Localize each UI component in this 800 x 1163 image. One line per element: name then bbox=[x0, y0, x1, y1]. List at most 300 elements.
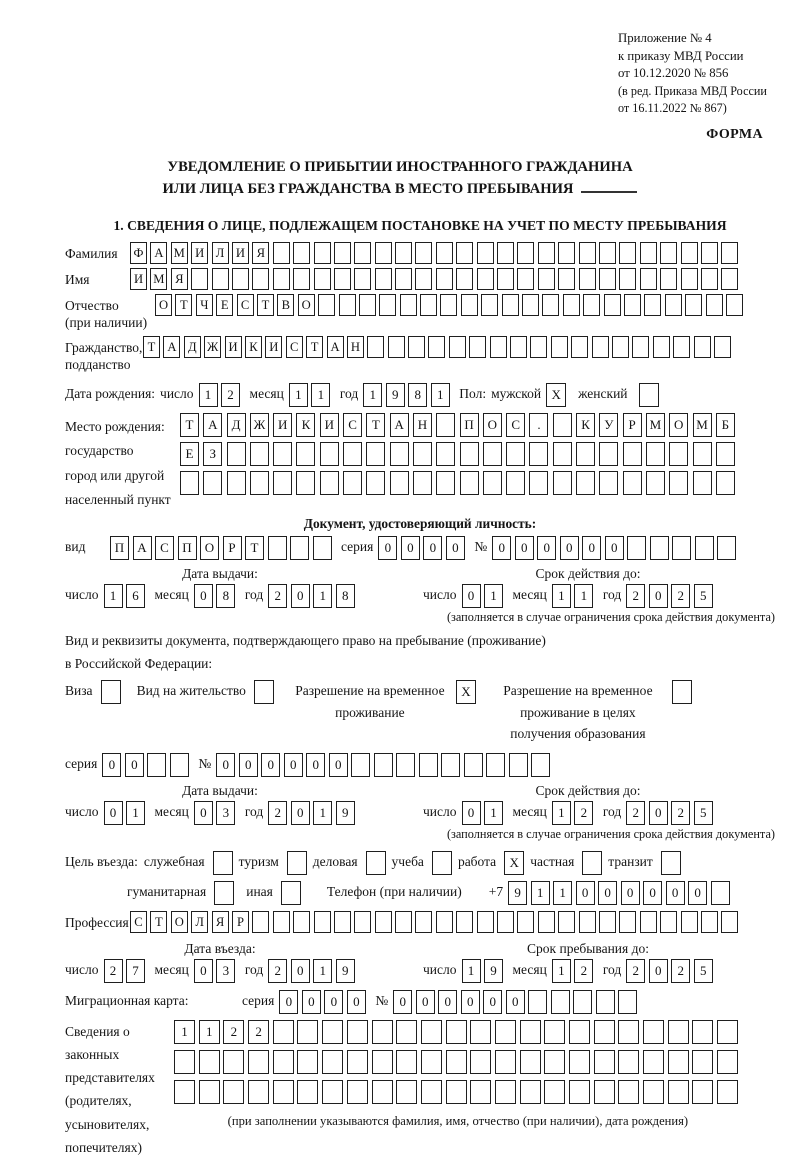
month-label: месяц bbox=[154, 587, 189, 603]
char-cell: С bbox=[286, 336, 303, 358]
doc-issue-day-grid[interactable] bbox=[104, 584, 149, 608]
representatives-label-line: Сведения о bbox=[65, 1023, 130, 1039]
char-cell: 6 bbox=[126, 584, 145, 608]
birthplace-row bbox=[65, 413, 775, 512]
char-cell bbox=[477, 911, 494, 933]
char-cell bbox=[510, 336, 527, 358]
char-cell bbox=[573, 990, 592, 1014]
char-cell: 5 bbox=[694, 801, 713, 825]
char-cell bbox=[421, 1050, 442, 1074]
birthplace-grid-row2[interactable] bbox=[180, 442, 739, 466]
char-cell bbox=[618, 1020, 639, 1044]
doc-issue-date bbox=[65, 584, 423, 608]
char-cell bbox=[469, 336, 486, 358]
order-reference-block bbox=[618, 30, 800, 117]
char-cell: 0 bbox=[347, 990, 366, 1014]
birthdate-day-grid[interactable] bbox=[199, 383, 244, 407]
char-cell: Т bbox=[175, 294, 192, 316]
purpose-private-checkbox[interactable] bbox=[582, 851, 602, 875]
residence-issue-month-grid[interactable] bbox=[194, 801, 239, 825]
option-temp-residence-education-label: Разрешение на временное проживание в целях получения образования bbox=[503, 682, 653, 742]
birthplace-grids bbox=[180, 413, 739, 495]
char-cell bbox=[495, 1020, 516, 1044]
char-cell: Д bbox=[227, 413, 246, 437]
doc-type-grid[interactable] bbox=[110, 536, 335, 560]
char-cell: 2 bbox=[671, 584, 690, 608]
phone-grid[interactable] bbox=[508, 881, 733, 905]
purpose-official-label: служебная bbox=[143, 853, 205, 869]
char-cell bbox=[668, 1050, 689, 1074]
char-cell bbox=[695, 536, 714, 560]
birthplace-labels bbox=[65, 415, 180, 512]
birthplace-grid-row3[interactable] bbox=[180, 471, 739, 495]
entry-year-grid[interactable] bbox=[268, 959, 358, 983]
form-title bbox=[25, 157, 775, 201]
char-cell: 1 bbox=[484, 584, 503, 608]
char-cell bbox=[400, 294, 417, 316]
char-cell: 1 bbox=[104, 584, 123, 608]
doc-series-grid[interactable] bbox=[378, 536, 468, 560]
char-cell: 2 bbox=[268, 801, 287, 825]
year-label: год bbox=[244, 587, 264, 603]
char-cell bbox=[669, 442, 688, 466]
month-label: месяц bbox=[154, 961, 189, 977]
char-cell bbox=[372, 1050, 393, 1074]
representatives-grid-row3[interactable] bbox=[174, 1080, 742, 1104]
char-cell bbox=[297, 1020, 318, 1044]
char-cell bbox=[553, 442, 572, 466]
char-cell bbox=[296, 471, 315, 495]
char-cell bbox=[726, 294, 743, 316]
char-cell: 2 bbox=[626, 959, 645, 983]
char-cell: 0 bbox=[216, 753, 235, 777]
char-cell: 0 bbox=[239, 753, 258, 777]
char-cell bbox=[343, 442, 362, 466]
purpose-official-checkbox[interactable] bbox=[213, 851, 233, 875]
char-cell bbox=[273, 1080, 294, 1104]
char-cell bbox=[449, 336, 466, 358]
char-cell: 0 bbox=[416, 990, 435, 1014]
option-visa-checkbox[interactable] bbox=[101, 680, 121, 704]
migration-card-row bbox=[65, 990, 775, 1014]
residence-issue-day-grid[interactable] bbox=[104, 801, 149, 825]
char-cell: 3 bbox=[216, 959, 235, 983]
purpose-work-checkbox[interactable]: X bbox=[504, 851, 524, 875]
char-cell: Я bbox=[252, 242, 269, 264]
doc-expiry-year-grid[interactable] bbox=[626, 584, 716, 608]
char-cell: И bbox=[320, 413, 339, 437]
migration-card-series-grid[interactable] bbox=[279, 990, 369, 1014]
purpose-humanitarian-label: гуманитарная bbox=[127, 883, 207, 899]
char-cell: 0 bbox=[649, 801, 668, 825]
char-cell bbox=[569, 1050, 590, 1074]
char-cell: 1 bbox=[289, 383, 308, 407]
char-cell bbox=[334, 268, 351, 290]
char-cell bbox=[250, 471, 269, 495]
entry-date-col bbox=[65, 941, 423, 983]
char-cell bbox=[374, 753, 393, 777]
order-reference-line: к приказу МВД России bbox=[618, 48, 744, 63]
entry-date-heading: Дата въезда: bbox=[184, 940, 256, 956]
char-cell: А bbox=[390, 413, 409, 437]
residence-doc-options bbox=[65, 680, 775, 745]
char-cell bbox=[583, 294, 600, 316]
char-cell bbox=[653, 336, 670, 358]
char-cell: А bbox=[327, 336, 344, 358]
char-cell bbox=[296, 442, 315, 466]
char-cell bbox=[596, 990, 615, 1014]
entry-month-grid[interactable] bbox=[194, 959, 239, 983]
char-cell: Т bbox=[257, 294, 274, 316]
migration-card-label: Миграционная карта: bbox=[65, 992, 189, 1008]
gender-female-label: женский bbox=[578, 385, 628, 401]
char-cell: 2 bbox=[221, 383, 240, 407]
char-cell bbox=[551, 990, 570, 1014]
char-cell bbox=[273, 911, 290, 933]
char-cell bbox=[456, 268, 473, 290]
year-label: год bbox=[602, 803, 622, 819]
char-cell: Н bbox=[413, 413, 432, 437]
representatives-grid-row1[interactable] bbox=[174, 1020, 742, 1044]
char-cell bbox=[618, 990, 637, 1014]
char-cell bbox=[716, 471, 735, 495]
char-cell: 0 bbox=[194, 584, 213, 608]
char-cell: 0 bbox=[393, 990, 412, 1014]
char-cell: 0 bbox=[291, 959, 310, 983]
char-cell: 0 bbox=[194, 801, 213, 825]
purpose-other-label: иная bbox=[246, 883, 273, 899]
birthplace-label-line: государство bbox=[65, 443, 134, 459]
char-cell bbox=[436, 442, 455, 466]
representatives-label-line: попечителях) bbox=[65, 1139, 142, 1155]
char-cell bbox=[322, 1050, 343, 1074]
purpose-business-label: деловая bbox=[312, 853, 358, 869]
char-cell bbox=[366, 471, 385, 495]
migration-card-number-grid[interactable] bbox=[393, 990, 641, 1014]
char-cell bbox=[227, 442, 246, 466]
char-cell: А bbox=[203, 413, 222, 437]
year-label: год bbox=[244, 961, 264, 977]
char-cell: 5 bbox=[694, 959, 713, 983]
char-cell bbox=[375, 911, 392, 933]
char-cell bbox=[461, 294, 478, 316]
char-cell bbox=[359, 294, 376, 316]
section1-heading: 1. СВЕДЕНИЯ О ЛИЦЕ, ПОДЛЕЖАЩЕМ ПОСТАНОВКЕ НА УЧЕТ ПО МЕСТУ ПРЕБЫВАНИЯ bbox=[113, 218, 727, 234]
purpose-tourism-label: туризм bbox=[238, 853, 279, 869]
char-cell bbox=[594, 1080, 615, 1104]
char-cell: К bbox=[296, 413, 315, 437]
doc-issue-month-grid[interactable] bbox=[194, 584, 239, 608]
char-cell bbox=[347, 1050, 368, 1074]
char-cell: 1 bbox=[199, 383, 218, 407]
char-cell: М bbox=[150, 268, 167, 290]
stay-until-year-grid[interactable] bbox=[626, 959, 716, 983]
char-cell: Ж bbox=[204, 336, 221, 358]
char-cell bbox=[599, 442, 618, 466]
char-cell bbox=[640, 911, 657, 933]
doc-expiry-month-grid[interactable] bbox=[552, 584, 597, 608]
char-cell: 0 bbox=[461, 990, 480, 1014]
char-cell bbox=[717, 1050, 738, 1074]
char-cell bbox=[530, 336, 547, 358]
gender-female-checkbox[interactable] bbox=[639, 383, 659, 407]
char-cell bbox=[293, 268, 310, 290]
char-cell bbox=[644, 294, 661, 316]
doc-issue-year-grid[interactable] bbox=[268, 584, 358, 608]
doc-type-label: вид bbox=[65, 539, 86, 555]
entry-date bbox=[65, 959, 423, 983]
char-cell bbox=[351, 753, 370, 777]
birthdate-month-label: месяц bbox=[249, 385, 284, 401]
char-cell bbox=[273, 442, 292, 466]
char-cell: 1 bbox=[552, 801, 571, 825]
representatives-label-line: усыновителях, bbox=[65, 1116, 150, 1132]
residence-number-grid[interactable] bbox=[216, 753, 554, 777]
purpose-official bbox=[144, 851, 233, 875]
char-cell: 9 bbox=[386, 383, 405, 407]
char-cell bbox=[252, 911, 269, 933]
char-cell: Ч bbox=[196, 294, 213, 316]
char-cell bbox=[419, 753, 438, 777]
char-cell: 0 bbox=[423, 536, 442, 560]
residence-doc-intro bbox=[65, 630, 775, 676]
birthplace-label-line: город или другой bbox=[65, 467, 165, 483]
char-cell: 0 bbox=[462, 584, 481, 608]
option-residence-permit-checkbox[interactable] bbox=[254, 680, 274, 704]
day-label: число bbox=[423, 961, 457, 977]
month-label: месяц bbox=[512, 587, 547, 603]
order-amendment-line: (в ред. Приказа МВД России bbox=[618, 83, 767, 98]
citizenship-row bbox=[65, 336, 775, 374]
char-cell bbox=[421, 1020, 442, 1044]
char-cell bbox=[273, 1020, 294, 1044]
char-cell bbox=[464, 753, 483, 777]
purpose-humanitarian-checkbox[interactable] bbox=[214, 881, 234, 905]
char-cell: 2 bbox=[671, 959, 690, 983]
patronymic-row bbox=[65, 294, 775, 332]
doc-expiry-note: (заполняется в случае ограничения срока действия документа) bbox=[446, 610, 775, 625]
char-cell bbox=[660, 268, 677, 290]
purpose-study-label: учеба bbox=[391, 853, 424, 869]
char-cell: Р bbox=[623, 413, 642, 437]
representatives-note: (при заполнении указываются фамилия, имя, отчество (при наличии), дата рождения) bbox=[227, 1113, 689, 1128]
char-cell bbox=[693, 442, 712, 466]
char-cell: 1 bbox=[552, 959, 571, 983]
citizenship-label-line2: подданство bbox=[65, 357, 131, 373]
char-cell: С bbox=[506, 413, 525, 437]
form-title-line1: УВЕДОМЛЕНИЕ О ПРИБЫТИИ ИНОСТРАННОГО ГРАЖДАНИНА bbox=[167, 158, 633, 175]
firstname-grid[interactable] bbox=[130, 268, 742, 290]
char-cell bbox=[446, 1020, 467, 1044]
char-cell: О bbox=[298, 294, 315, 316]
residence-series-grid[interactable] bbox=[102, 753, 192, 777]
stay-until-month-grid[interactable] bbox=[552, 959, 597, 983]
purpose-other-checkbox[interactable] bbox=[281, 881, 301, 905]
char-cell: С bbox=[237, 294, 254, 316]
char-cell: О bbox=[200, 536, 219, 560]
purpose-humanitarian bbox=[127, 881, 234, 905]
char-cell bbox=[612, 336, 629, 358]
surname-grid[interactable] bbox=[130, 242, 742, 264]
char-cell bbox=[314, 242, 331, 264]
char-cell: 8 bbox=[408, 383, 427, 407]
purpose-transit-checkbox[interactable] bbox=[661, 851, 681, 875]
stay-until-day-grid[interactable] bbox=[462, 959, 507, 983]
representatives-label-line: представителях bbox=[65, 1070, 155, 1086]
char-cell bbox=[199, 1080, 220, 1104]
citizenship-label-line1: Гражданство, bbox=[65, 340, 143, 356]
identity-doc-heading: Документ, удостоверяющий личность: bbox=[303, 516, 537, 532]
char-cell: 0 bbox=[643, 881, 662, 905]
char-cell: 2 bbox=[626, 801, 645, 825]
char-cell bbox=[619, 911, 636, 933]
purpose-private bbox=[530, 851, 602, 875]
char-cell: 1 bbox=[462, 959, 481, 983]
char-cell: 0 bbox=[492, 536, 511, 560]
doc-number-label: № bbox=[474, 539, 488, 555]
char-cell bbox=[180, 471, 199, 495]
residence-expiry-year-grid[interactable] bbox=[626, 801, 716, 825]
char-cell bbox=[395, 911, 412, 933]
char-cell: 0 bbox=[306, 753, 325, 777]
char-cell bbox=[692, 1050, 713, 1074]
char-cell bbox=[481, 294, 498, 316]
char-cell: 0 bbox=[515, 536, 534, 560]
residence-expiry-date bbox=[423, 801, 775, 825]
char-cell bbox=[420, 294, 437, 316]
char-cell bbox=[576, 471, 595, 495]
form-title-line2-text: ИЛИ ЛИЦА БЕЗ ГРАЖДАНСТВА В МЕСТО ПРЕБЫВАНИЯ bbox=[162, 180, 574, 197]
char-cell bbox=[223, 1080, 244, 1104]
char-cell bbox=[646, 471, 665, 495]
char-cell bbox=[297, 1080, 318, 1104]
char-cell bbox=[506, 442, 525, 466]
residence-expiry-month-grid[interactable] bbox=[552, 801, 597, 825]
representatives-label-line: законных bbox=[65, 1046, 120, 1062]
char-cell bbox=[408, 336, 425, 358]
profession-grid[interactable] bbox=[130, 911, 742, 933]
char-cell: Ф bbox=[130, 242, 147, 264]
char-cell bbox=[212, 268, 229, 290]
month-label: месяц bbox=[154, 803, 189, 819]
phone-prefix: +7 bbox=[488, 883, 504, 899]
char-cell bbox=[456, 911, 473, 933]
char-cell: 0 bbox=[125, 753, 144, 777]
char-cell bbox=[594, 1050, 615, 1074]
char-cell bbox=[497, 911, 514, 933]
char-cell bbox=[483, 442, 502, 466]
char-cell bbox=[714, 336, 731, 358]
char-cell bbox=[544, 1020, 565, 1044]
residence-issue-date bbox=[65, 801, 423, 825]
purpose-tourism-checkbox[interactable] bbox=[287, 851, 307, 875]
char-cell: 1 bbox=[199, 1020, 220, 1044]
patronymic-grid[interactable] bbox=[155, 294, 746, 316]
residence-expiry-note: (заполняется в случае ограничения срока действия документа) bbox=[446, 826, 775, 841]
char-cell bbox=[643, 1080, 664, 1104]
char-cell bbox=[619, 242, 636, 264]
char-cell bbox=[553, 471, 572, 495]
char-cell: С bbox=[155, 536, 174, 560]
char-cell bbox=[390, 471, 409, 495]
option-temp-residence-checkbox[interactable]: X bbox=[456, 680, 476, 704]
birthdate-month-grid[interactable] bbox=[289, 383, 334, 407]
purpose-study-checkbox[interactable] bbox=[432, 851, 452, 875]
patronymic-label bbox=[65, 298, 155, 332]
char-cell bbox=[640, 268, 657, 290]
char-cell: 0 bbox=[688, 881, 707, 905]
char-cell bbox=[486, 753, 505, 777]
char-cell bbox=[599, 242, 616, 264]
entry-day-grid[interactable] bbox=[104, 959, 149, 983]
citizenship-grid[interactable] bbox=[143, 336, 734, 358]
residence-issue-year-grid[interactable] bbox=[268, 801, 358, 825]
char-cell bbox=[538, 911, 555, 933]
firstname-row bbox=[65, 268, 775, 290]
doc-expiry-day-grid[interactable] bbox=[462, 584, 507, 608]
residence-doc-intro-line2: в Российской Федерации: bbox=[65, 656, 213, 672]
char-cell bbox=[191, 268, 208, 290]
char-cell: 0 bbox=[582, 536, 601, 560]
char-cell bbox=[290, 536, 309, 560]
char-cell bbox=[375, 268, 392, 290]
day-label: число bbox=[423, 587, 457, 603]
char-cell: 1 bbox=[553, 881, 572, 905]
profession-label: Профессия bbox=[65, 914, 129, 930]
char-cell: 2 bbox=[104, 959, 123, 983]
char-cell: П bbox=[460, 413, 479, 437]
doc-number-grid[interactable] bbox=[492, 536, 740, 560]
char-cell bbox=[538, 268, 555, 290]
char-cell: Н bbox=[347, 336, 364, 358]
char-cell: 0 bbox=[102, 753, 121, 777]
birthdate-year-grid[interactable] bbox=[363, 383, 453, 407]
char-cell bbox=[717, 1020, 738, 1044]
doc-series-label: серия bbox=[341, 539, 374, 555]
char-cell: Р bbox=[232, 911, 249, 933]
gender-male-checkbox[interactable]: X bbox=[546, 383, 566, 407]
option-temp-residence-education-checkbox[interactable] bbox=[672, 680, 692, 704]
surname-label: Фамилия bbox=[65, 246, 118, 262]
purpose-other bbox=[246, 881, 301, 905]
year-label: год bbox=[602, 961, 622, 977]
char-cell bbox=[506, 471, 525, 495]
char-cell bbox=[203, 471, 222, 495]
char-cell bbox=[520, 1050, 541, 1074]
char-cell bbox=[669, 471, 688, 495]
residence-number-label: № bbox=[198, 755, 212, 771]
stay-until-heading: Срок пребывания до: bbox=[527, 940, 649, 956]
residence-expiry-day-grid[interactable] bbox=[462, 801, 507, 825]
char-cell bbox=[396, 1050, 417, 1074]
char-cell bbox=[599, 471, 618, 495]
char-cell bbox=[441, 753, 460, 777]
char-cell: 0 bbox=[462, 801, 481, 825]
purpose-business-checkbox[interactable] bbox=[366, 851, 386, 875]
char-cell bbox=[415, 268, 432, 290]
representatives-grid-row2[interactable] bbox=[174, 1050, 742, 1074]
char-cell bbox=[529, 471, 548, 495]
year-label: год bbox=[244, 803, 264, 819]
char-cell bbox=[273, 471, 292, 495]
char-cell bbox=[223, 1050, 244, 1074]
birthplace-grid-row1[interactable] bbox=[180, 413, 739, 437]
char-cell bbox=[624, 294, 641, 316]
doc-expiry-heading: Срок действия до: bbox=[535, 566, 641, 582]
day-label: число bbox=[65, 803, 99, 819]
order-amendment-line: от 16.11.2022 № 867) bbox=[618, 100, 727, 115]
char-cell: 0 bbox=[649, 584, 668, 608]
